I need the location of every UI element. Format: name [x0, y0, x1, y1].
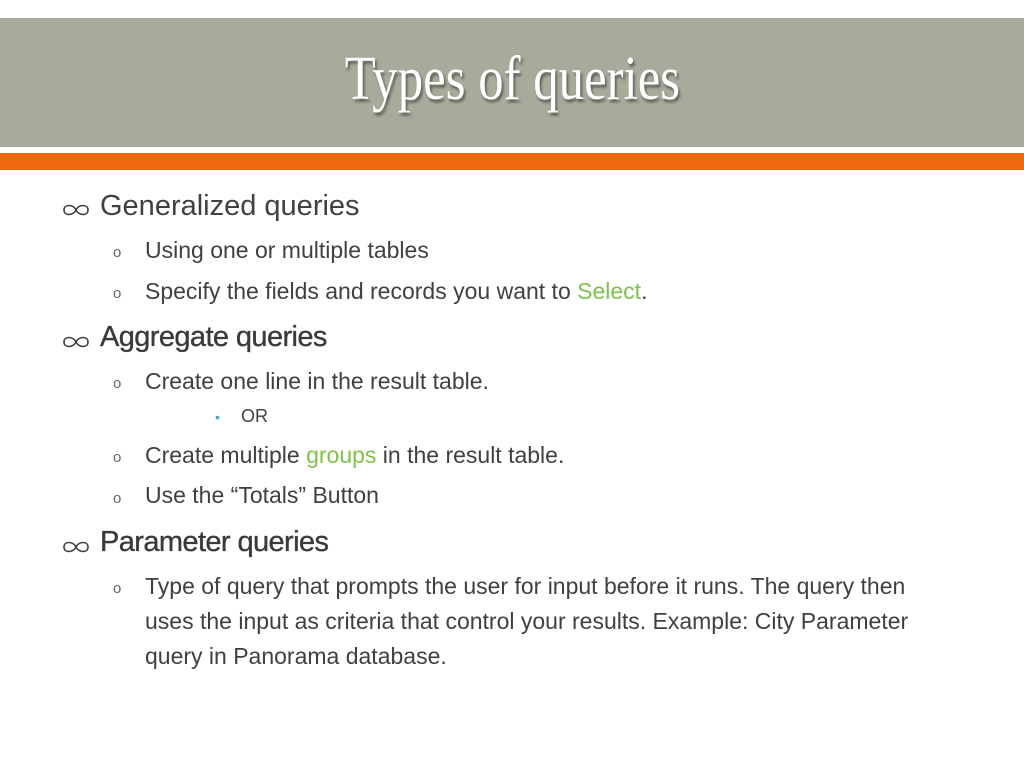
slide-title: Types of queries	[344, 45, 680, 113]
dot-icon: •	[215, 409, 220, 425]
list-item: Use the “Totals” Button	[145, 482, 379, 508]
section-heading-parameter: Parameter queries	[100, 526, 329, 558]
hollow-circle-icon: o	[113, 449, 122, 466]
list-item-paragraph: Type of query that prompts the user for input before it runs. The query then uses the input as criteria that control your results. Example: City Parameter query in Panorama database.	[145, 573, 909, 669]
list-item: Using one or multiple tables	[145, 237, 429, 263]
hollow-circle-icon: o	[113, 244, 122, 261]
hollow-circle-icon: o	[113, 490, 122, 507]
sub-list-item: OR	[241, 406, 268, 426]
highlight-groups: groups	[306, 442, 377, 468]
list-item: Create multiple groups in the result table.	[145, 442, 565, 468]
section-heading-generalized: Generalized queries	[100, 190, 360, 222]
list-item: Create one line in the result table.	[145, 368, 489, 394]
infinity-loop-icon	[61, 333, 91, 349]
hollow-circle-icon: o	[113, 375, 122, 392]
section-heading-aggregate: Aggregate queries	[100, 321, 327, 353]
highlight-select: Select	[577, 278, 642, 304]
infinity-loop-icon	[61, 538, 91, 554]
hollow-circle-icon: o	[113, 580, 122, 597]
infinity-loop-icon	[61, 201, 91, 217]
hollow-circle-icon: o	[113, 285, 122, 302]
list-item: Specify the fields and records you want to Select.	[145, 278, 648, 304]
